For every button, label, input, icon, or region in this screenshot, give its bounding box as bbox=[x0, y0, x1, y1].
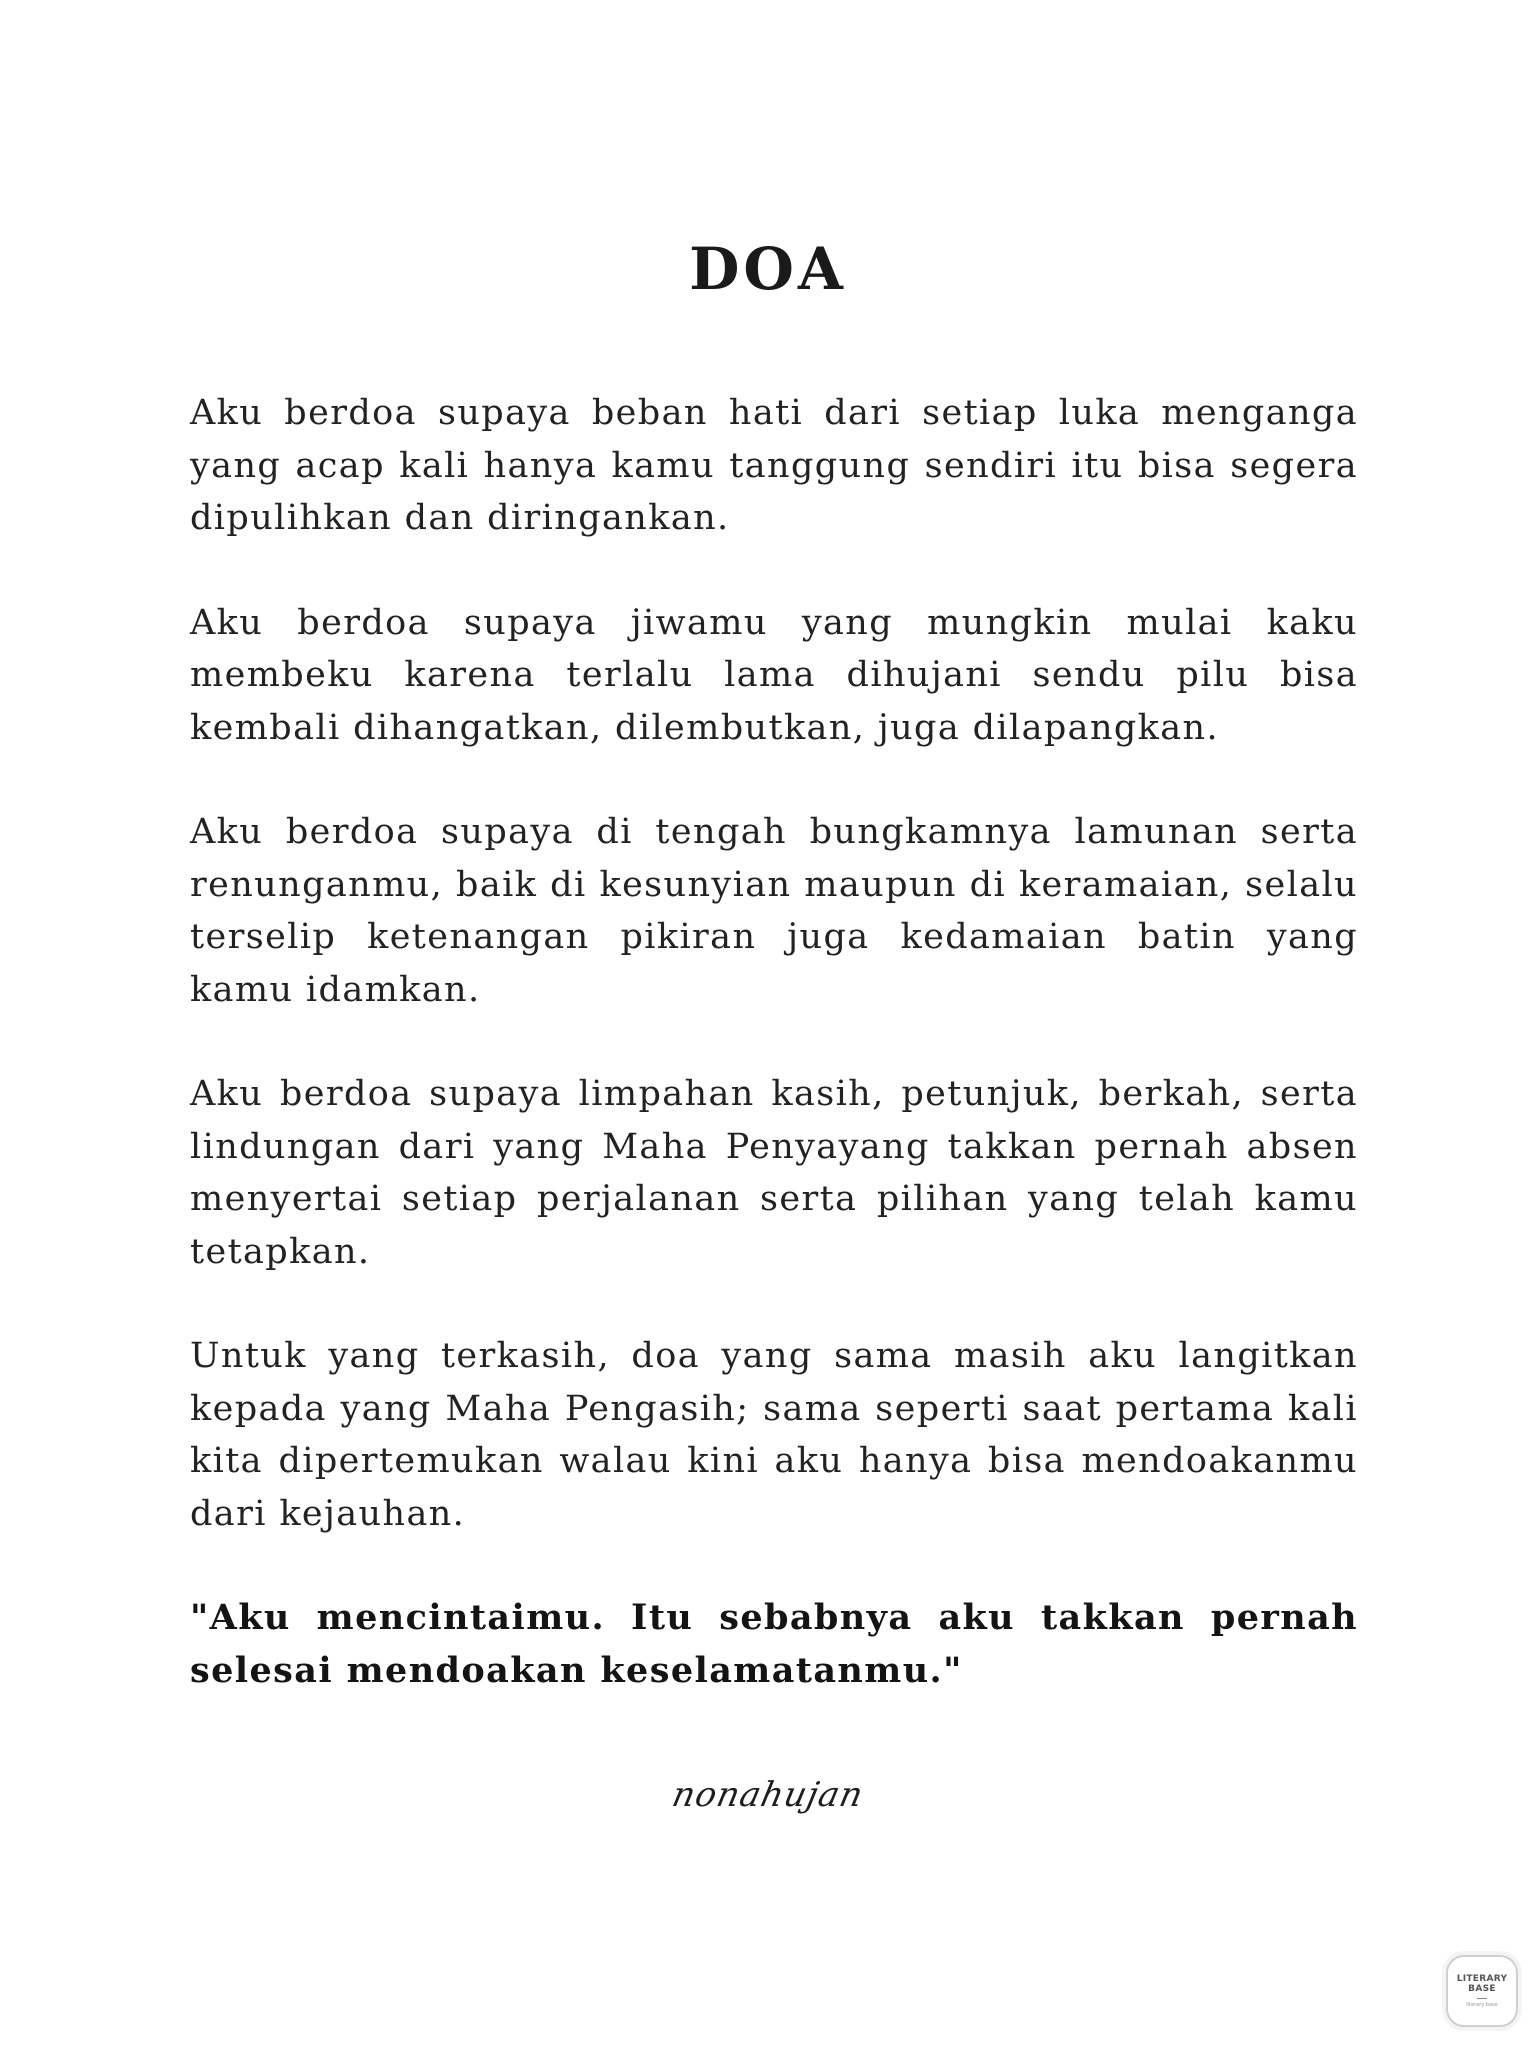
poem-paragraph-3: Aku berdoa supaya di tengah bungkamnya lamunan serta renunganmu, baik di kesunyian maupun di keramaian, selalu terselip ketenangan pikiran juga kedamaian batin yang kamu idamkan. bbox=[190, 812, 1358, 1010]
literary-base-logo bbox=[1446, 1955, 1518, 2027]
logo-text-line-1: LITERARY bbox=[1456, 1974, 1508, 1984]
page-title: DOA bbox=[689, 235, 847, 303]
author-signature: nonahujan bbox=[668, 1775, 868, 1815]
logo-small-text: literary base bbox=[1466, 2002, 1498, 2008]
logo-text-line-2: BASE bbox=[1468, 1984, 1496, 1994]
poem-paragraph-4: Aku berdoa supaya limpahan kasih, petunjuk, berkah, serta lindungan dari yang Maha Penyayang takkan pernah absen menyertai setiap perjalanan serta pilihan yang telah kamu tetapkan. bbox=[190, 1074, 1358, 1272]
closing-quote: "Aku mencintaimu. Itu sebabnya aku takkan pernah selesai mendoakan keselamatanmu." bbox=[190, 1597, 1358, 1691]
poem-paragraph-5: Untuk yang terkasih, doa yang sama masih aku langitkan kepada yang Maha Pengasih; sama seperti saat pertama kali kita dipertemukan walau kini aku hanya bisa mendoakanmu dari kejauhan. bbox=[190, 1336, 1358, 1534]
poem-paragraph-1: Aku berdoa supaya beban hati dari setiap luka menganga yang acap kali hanya kamu tanggung sendiri itu bisa segera dipulihkan dan diringankan. bbox=[190, 393, 1358, 538]
poem-body bbox=[190, 387, 1358, 1749]
poem-paragraph-2: Aku berdoa supaya jiwamu yang mungkin mulai kaku membeku karena terlalu lama dihujani sendu pilu bisa kembali dihangatkan, dilembutkan, juga dilapangkan. bbox=[190, 602, 1358, 748]
logo-divider bbox=[1477, 1998, 1487, 1999]
